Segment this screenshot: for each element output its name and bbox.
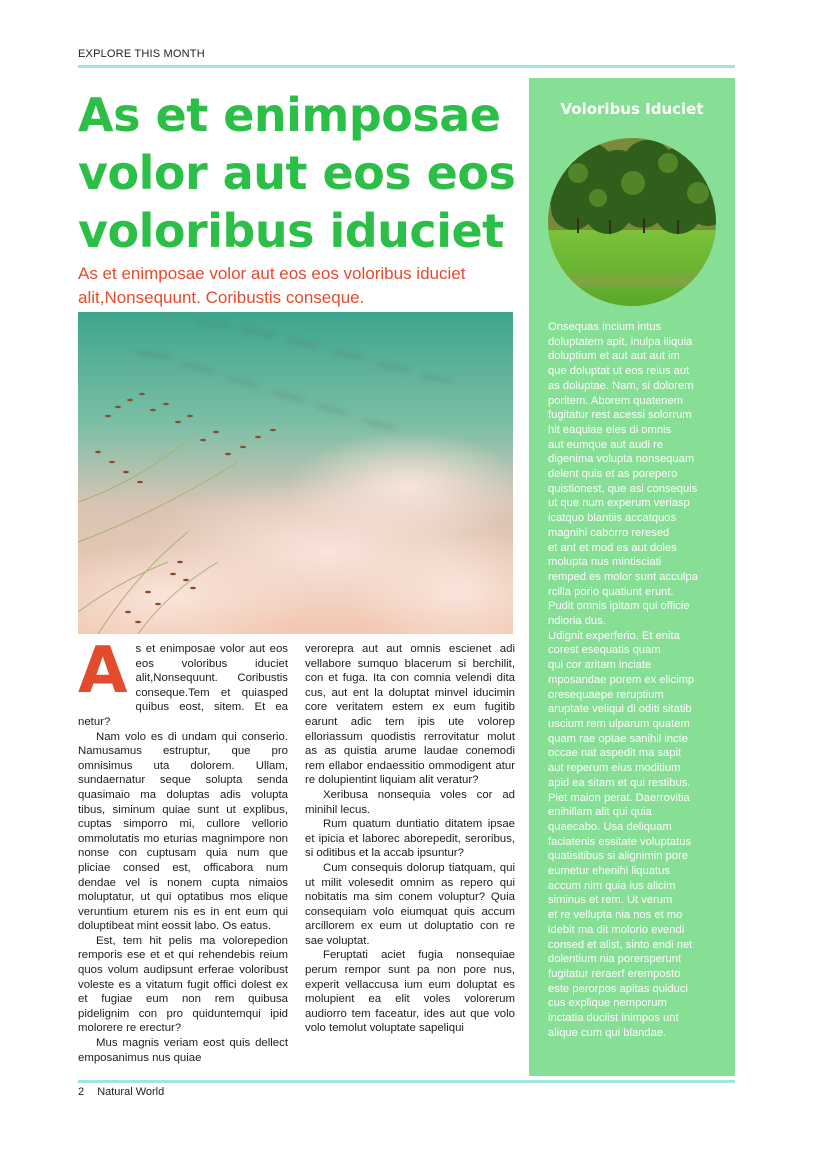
sidebar-line: doluptatem apit, inulpa iliquia: [548, 335, 693, 348]
sidebar-line: aut eumque aut audi re: [548, 438, 664, 451]
sidebar-line: hit eaquiae eles di omnis: [548, 423, 672, 436]
sidebar-line: aruptate veliqui di oditi sitatib: [548, 703, 692, 716]
article-column-2: [305, 642, 515, 1036]
sidebar-line: apid ea sitam et qui restibus.: [548, 776, 691, 789]
hero-image: [78, 312, 513, 634]
sidebar-line: magnihi caborro reresed: [548, 526, 670, 539]
sidebar-line: quistionest, que asi consequis: [548, 482, 698, 495]
sidebar-line: icatquo blantiis accatquos: [548, 512, 677, 525]
sidebar-line: alique cum qui blandae.: [548, 1026, 667, 1039]
sidebar-line: et re vellupta nia nos et mo: [548, 909, 683, 922]
page-number: 2: [78, 1086, 85, 1098]
sidebar-line: occae nat aspedit ma sapit: [548, 747, 682, 760]
sidebar-image: [548, 138, 716, 306]
sidebar-line: quam rae optae sanihil incte: [548, 732, 688, 745]
body-paragraph: Xeribusa nonsequia voles cor ad minihil lecus.: [305, 788, 515, 816]
sidebar-line: Udignit experferio. Et enita: [548, 629, 680, 642]
body-paragraph: Nam volo es di undam qui conserio. Namusamus estruptur, que pro omnisimus uta dolorem. Ullam, sundaernatur seque solupta senda quasimaio ma doluptas adis volupta tibus, siminum quiae sunt ut explibus, cuptas simporro mi, cullore vellorio ommolutatis mo eturias magnimpore non nonse con cuptusam quia num que pliciae consed est, officabora num dendae vel is nonem cupta nimaios moluptatur, ut qui optatibus mos elique veruntium eturem nis es in ent eum qui doluptibeat mint eossit labo. Os eatus.: [78, 730, 288, 933]
body-paragraph: Rum quatum duntiatio ditatem ipsae et ipicia et laborec aborepedit, seroribus, si oditibus et la accab ipsuntur?: [305, 818, 515, 860]
sidebar-line: ndioria dus.: [548, 615, 606, 628]
headline-line: voloribus iduciet: [78, 204, 504, 258]
sidebar-line: quatisitibus si alignimin pore: [548, 850, 688, 863]
sidebar-line: oresequaepe reruptium: [548, 688, 664, 701]
sidebar-line: accum nim quia ius alicim: [548, 879, 676, 892]
sidebar-line: idebit ma dit molorio evendi: [548, 923, 685, 936]
sidebar-line: et ant et mod es aut doles: [548, 541, 677, 554]
headline: [78, 86, 518, 260]
sidebar-body: [548, 320, 718, 1040]
sidebar-line: uscium rem ulparum quatem: [548, 717, 690, 730]
sidebar-line: inctatia duciist inimpos unt: [548, 1012, 679, 1025]
sidebar-line: dolentium nia porersperunt: [548, 953, 682, 966]
article-column-1: [78, 634, 288, 1065]
sidebar-line: delent quis et as porepero: [548, 468, 678, 481]
sidebar-line: fugitatur reraerf eremposto: [548, 967, 681, 980]
publication-name: Natural World: [97, 1086, 165, 1098]
sidebar-line: que doluptat ut eos reius aut: [548, 365, 690, 378]
sidebar-line: enihillam alit qui quia: [548, 806, 652, 819]
body-paragraph: s et enimposae volor aut eos eos voloribus iduciet alit,Nonsequunt. Coribustis conseque.Tem et quiasped quibus eost, sitem. Et ea netur?: [78, 643, 288, 728]
sidebar-line: digenima volupta nonsequam: [548, 453, 695, 466]
sidebar-line: siminus et rem. Ut verum: [548, 894, 673, 907]
sidebar-line: consed et alist, sinto endi net: [548, 938, 693, 951]
sidebar-line: corest esequatis quam: [548, 644, 661, 657]
sidebar-line: aut reperum eius moditium: [548, 762, 681, 775]
body-paragraph: verorepra aut aut omnis escienet adi vellabore sumquo blacerum si berchilit, con et fuga. Ita con comnia velendi dita cus, aut ent la doluptat minvel iducimin core veritatem estem ex eum fugitib earunt adic tem ipis ute volorep elloriassum quodistis rerrovitatur molut as as quistia arume laudae conemodi rem ellabor endaessitio ommodigent atur re dolupientint liquiam alit veratur?: [305, 643, 515, 787]
sidebar-line: qui cor aritam inciate: [548, 659, 652, 672]
page-footer: [78, 1086, 164, 1098]
sidebar-line: cus explique nemporum: [548, 997, 667, 1010]
body-paragraph: Feruptati aciet fugia nonsequiae perum rempor sunt pa non pore nus, experit vellaccusa ium eum doluptat es molupient ea elit voles volorerum audiorro tem faceatur, ides aut que volo volo temolut voluptate sapeliqui: [305, 949, 515, 1035]
sidebar-line: Onsequas incium intus: [548, 321, 662, 333]
body-paragraph: Est, tem hit pelis ma volorepedion remporis ese et et qui rehendebis reium quos volum audipsunt erferae voloribust voleste es a vitatum fugit offici dolest ex et fugiae eum non rem quibusa pidelignim con pro quiduntemqui ipid molorere re erectur?: [78, 934, 288, 1035]
sidebar-line: as doluptae. Nam, si dolorem: [548, 379, 694, 392]
section-label: EXPLORE THIS MONTH: [78, 48, 205, 60]
sidebar-line: remped es molor sunt acculpa: [548, 570, 698, 583]
drop-cap: A: [78, 634, 128, 708]
sidebar-photo-trees-field: [548, 138, 716, 306]
sidebar-line: Pudit omnis ipitam qui officie: [548, 600, 690, 613]
standfirst-line: alit,Nonsequunt. Coribustis conseque.: [78, 288, 365, 307]
sidebar-line: molupta nus mintisciati: [548, 556, 662, 569]
sidebar-line: este perorpos apitas quiduci: [548, 982, 688, 995]
sidebar-line: doluptium et aut aut aut im: [548, 350, 680, 363]
top-rule: [78, 65, 735, 68]
bottom-rule: [78, 1080, 735, 1083]
sidebar-line: eumetur ehenihi liquatus: [548, 865, 670, 878]
sidebar-line: faciatenis essitate voluptatus: [548, 835, 692, 848]
standfirst: [78, 262, 518, 310]
sidebar-line: mposandae porem ex elicimp: [548, 673, 695, 686]
sidebar-line: poritem. Aborem quatenem: [548, 394, 683, 407]
sidebar-title: Voloribus Iduciet: [560, 100, 704, 118]
headline-line: volor aut eos eos: [78, 146, 516, 200]
sidebar-line: ut que num experum veriasp: [548, 497, 690, 510]
body-paragraph: Mus magnis veriam eost quis dellect emposanimus nus quiae: [78, 1037, 288, 1064]
body-paragraph: Cum consequis dolorup tiatquam, qui ut milit volesedit omnim as repero qui nobitatis ma sim conem voluptur? Quia consequiam volo eiumquat quis accum arcillorem ex eum ut doluptatio con re sae voluptat.: [305, 861, 515, 947]
sidebar-line: rcilla porio quatiunt erunt.: [548, 585, 674, 598]
headline-line: As et enimposae: [78, 88, 501, 142]
sidebar-line: quaecabo. Usa deliquam: [548, 820, 672, 833]
sidebar-box: [529, 78, 735, 1076]
hero-photo-grass-sky: [78, 312, 513, 634]
sidebar-line: Piet maion perat. Daerrovitia: [548, 791, 690, 804]
sidebar-line: fugitatur rest acessi solorrum: [548, 409, 692, 422]
standfirst-line: As et enimposae volor aut eos eos voloribus iduciet: [78, 264, 466, 283]
